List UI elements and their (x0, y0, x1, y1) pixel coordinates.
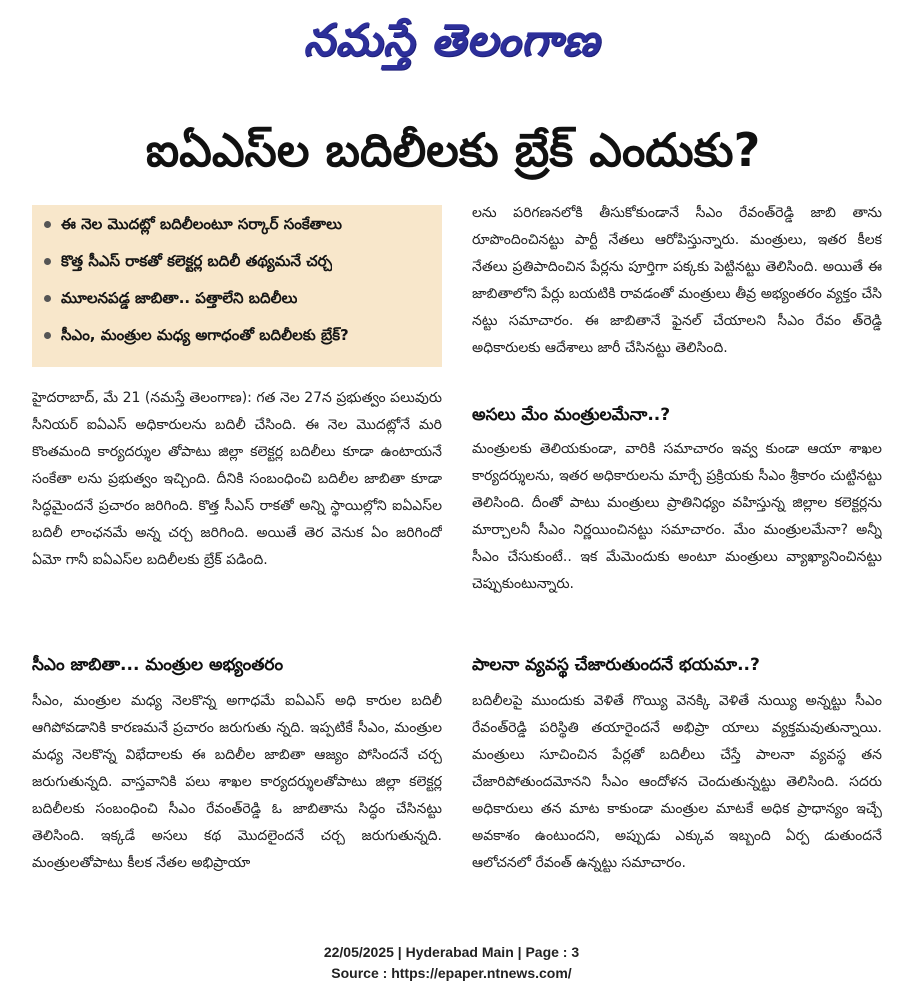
left-intro-paragraph: హైదరాబాద్‌, మే 21 (నమస్తే తెలంగాణ): గత నెల 27న ప్రభుత్వం పలువురు సీనియర్‌ ఐఏఎస్‌ అధికారులను బదిలీ చేసింది. ఈ నెల మొదట్లోనే మరి కొంతమంది కార్యదర్శుల తోపాటు జిల్లా కలెక్టర్ల బదిలీలు కూడా ఉంటాయనే సంకేతా లను ప్రభుత్వం ఇచ్చింది. దీనికి సంబంధించి బదిలీల జాబితా కూడా సిద్ధమైందనే ప్రచారం జరిగింది. కొత్త సీఎస్‌ రాకతో అన్ని స్థాయిల్లోని ఐఏఎస్‌ల బదిలీ లాంఛనమే అన్న చర్చ జరిగింది. అయితే తెర వెనుక ఏం జరిగిందో ఏమో గానీ ఐఏఎస్‌ల బదిలీలకు బ్రేక్‌ పడింది. (32, 390, 442, 568)
newspaper-masthead (0, 4, 903, 78)
footer-edition-info: 22/05/2025 | Hyderabad Main | Page : 3 (323, 944, 580, 960)
article-headline: ఐఏఎస్‌ల బదిలీలకు బ్రేక్‌ ఎందుకు? (145, 123, 761, 177)
bullet-icon (44, 258, 51, 265)
highlight-item (42, 213, 432, 250)
highlight-text: కొత్త సీఎస్‌ రాకతో కలెక్టర్ల బదిలీ తథ్యమనే చర్చ (61, 252, 333, 270)
highlight-item (42, 250, 432, 287)
highlight-text: మూలనపడ్డ జాబితా.. పత్తాలేని బదిలీలు (61, 289, 298, 307)
bullet-icon (44, 295, 51, 302)
highlight-text: సీఎం, మంత్రుల మధ్య అగాధంతో బదిలీలకు బ్రేక్‌? (61, 326, 349, 344)
right-subheading-1: అసలు మేం మంత్రులమేనా..? (472, 405, 671, 425)
highlight-item (42, 324, 432, 361)
left-body-paragraph: సీఎం, మంత్రుల మధ్య నెలకొన్న అగాధమే ఐఏఎస్‌ అధి కారుల బదిలీ ఆగిపోవడానికి కారణమనే ప్రచారం జరుగుతు న్నది. ఇప్పటికే సీఎం, మంత్రుల మధ్య నెలకొన్న విభేదాలకు ఈ బదిలీల జాబితా ఆజ్యం పోసిందనే చర్చ జరుగుతున్నది. వాస్తవానికి పలు శాఖల కార్యదర్శులతోపాటు జిల్లా కలెక్టర్ల బదిలీలకు సంబంధించి సీఎం రేవంత్‌రెడ్డి ఓ జాబితాను సిద్ధం చేసినట్టు తెలిసింది. ఇక్కడే అసలు కథ మొదలైందనే చర్చ జరుగుతున్నది. మంత్రులతోపాటు కీలక నేతల అభిప్రాయా (32, 693, 442, 871)
highlight-item (42, 287, 432, 324)
bullet-icon (44, 221, 51, 228)
right-body-paragraph-1: మంత్రులకు తెలియకుండా, వారికి సమాచారం ఇవ్వ కుండా ఆయా శాఖల కార్యదర్శులను, ఇతర అధికారులను మార్చే ప్రక్రియకు సీఎం శ్రీకారం చుట్టినట్టు తెలిసింది. దీంతో పాటు మంత్రులు ప్రాతినిధ్యం వహిస్తున్న జిల్లాల కలెక్టర్లను మార్చాలనీ సీఎం నిర్ణయించినట్టు సమాచారం. మేం మంత్రులమేనా? అన్నీ సీఎం చేసుకుంటే.. ఇక మేమెందుకు అంటూ మంత్రులు వ్యాఖ్యానించినట్టు చెప్పుకుంటున్నారు. (472, 441, 882, 592)
right-intro-paragraph: లను పరిగణనలోకి తీసుకోకుండానే సీఎం రేవంత్‌రెడ్డి జాబి తాను రూపొందించినట్టు పార్టీ నేతలు ఆరోపిస్తున్నారు. మంత్రులు, ఇతర కీలక నేతలు ప్రతిపాదించిన పేర్లను పూర్తిగా పక్కకు పెట్టినట్టు తెలిసింది. అయితే ఈ జాబితాలోని పేర్లు బయటికి రావడంతో మంత్రులు తీవ్ర అభ్యంతరం వ్యక్తం చేసి నట్టు సమాచారం. ఈ జాబితానే ఫైనల్‌ చేయాలని సీఎం రేవం త్‌రెడ్డి అధికారులకు ఆదేశాలు జారీ చేసినట్టు తెలిసింది. (472, 205, 882, 356)
masthead-title: నమస్తే తెలంగాణ (303, 15, 600, 66)
right-body-paragraph-2: బదిలీలపై ముందుకు వెళితే గొయ్యి వెనక్కి వెళితే నుయ్యి అన్నట్టు సీఎం రేవంత్‌రెడ్డి పరిస్థితి తయారైందనే అభిప్రా యాలు వ్యక్తమవుతున్నాయి. మంత్రులు సూచించిన పేర్లతో బదిలీలు చేస్తే పాలనా వ్యవస్థ తన చేజారిపోతుందమోనని సీఎం ఆందోళన చెందుతున్నట్టు తెలిసింది. సదరు అధికారులు తన మాట కాకుండా మంత్రుల మాటకే అధిక ప్రాధాన్యం ఇచ్చే అవకాశం ఉంటుందని, అప్పుడు ఎక్కువ ఇబ్బంది ఏర్ప డుతుందనే ఆలోచనలో రేవంత్‌ ఉన్నట్టు సమాచారం. (472, 693, 882, 871)
highlight-text: ఈ నెల మొదట్లో బదిలీలంటూ సర్కార్‌ సంకేతాలు (61, 215, 342, 233)
footer-source-link[interactable]: Source : https://epaper.ntnews.com/ (331, 965, 572, 981)
right-subheading-2: పాలనా వ్యవస్థ చేజారుతుందనే భయమా..? (472, 655, 760, 675)
left-subheading: సీఎం జాబితా... మంత్రుల అభ్యంతరం (32, 655, 284, 675)
bullet-icon (44, 332, 51, 339)
highlights-box (32, 205, 442, 367)
